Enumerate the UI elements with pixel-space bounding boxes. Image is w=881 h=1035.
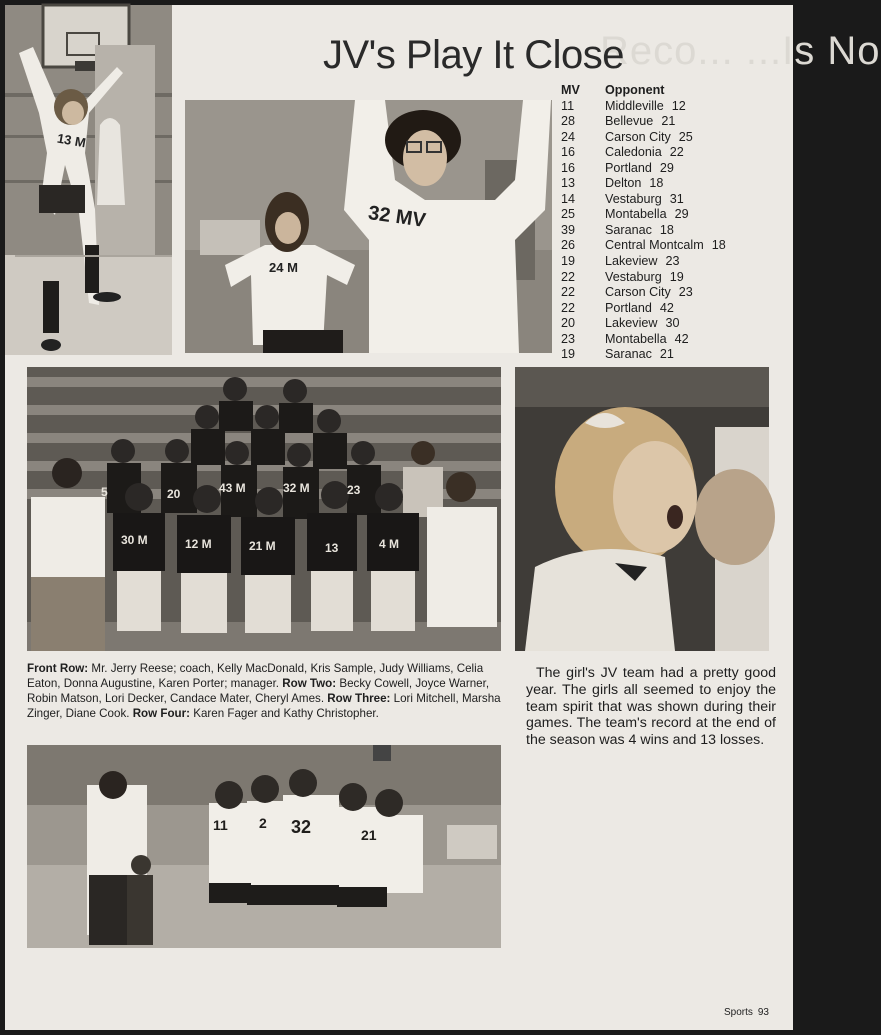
jersey-number-label: 32 MV (366, 202, 428, 232)
yearbook-page (5, 5, 881, 1030)
jersey-number-label: 13 M (55, 130, 87, 151)
opponent-name: Saranac (605, 222, 652, 237)
mv-score: 16 (561, 145, 576, 160)
faded-heading: Reco... ...Is No (600, 29, 881, 73)
opponent-score: 42 (674, 331, 689, 346)
opponent-score: 29 (674, 207, 689, 222)
opponent-name: Carson City (605, 285, 671, 300)
score-row (561, 316, 726, 332)
score-row (561, 207, 726, 223)
jersey-number-label: 12 M (185, 537, 212, 551)
opponent-name: Montabella (605, 207, 667, 222)
jersey-number-label: 5 (101, 485, 108, 499)
mv-score: 25 (561, 207, 576, 222)
mv-score: 26 (561, 238, 576, 253)
score-row (561, 285, 726, 301)
photo-two-players (185, 100, 552, 353)
score-row (561, 192, 726, 208)
opponent-score: 31 (669, 191, 684, 206)
opponent-score: 21 (659, 347, 674, 362)
caption-row-four-label: Row Four: (132, 707, 190, 720)
score-row (561, 130, 726, 146)
mv-score: 19 (561, 347, 576, 362)
scores-rows (561, 99, 726, 363)
jersey-number-label: 23 (347, 483, 361, 497)
mv-score: 22 (561, 300, 576, 315)
opponent-name: Portland (605, 160, 652, 175)
section-label: Sports (723, 1007, 753, 1018)
header-opponent: Opponent (605, 83, 665, 97)
mv-score: 22 (561, 285, 576, 300)
score-row (561, 238, 726, 254)
opponent-name: Portland (605, 300, 652, 315)
score-row (561, 270, 726, 286)
jersey-number-label: 21 (361, 827, 377, 843)
score-row (561, 332, 726, 348)
mv-score: 22 (561, 269, 576, 284)
opponent-name: Lakeview (605, 316, 658, 331)
jersey-number-label: 11 (213, 817, 228, 833)
team-photo-jersey-labels (27, 367, 501, 651)
score-row (561, 99, 726, 115)
mv-score: 24 (561, 129, 576, 144)
caption-front-row-names: Mr. Jerry Reese; coach, Kelly MacDonald, Kris Sample, Judy Williams, Celia Eaton, Donna Augustine, Karen Porter; manager. (27, 662, 484, 690)
score-row (561, 301, 726, 317)
story-paragraph: The girl's JV team had a pretty good year. The girls all seemed to enjoy the team spirit that was shown during their games. The team's record at the end of the season was 4 wins and 13 losses. (526, 665, 776, 749)
opponent-score: 29 (659, 160, 674, 175)
score-row (561, 176, 726, 192)
caption-row-three-names: Lori Mitchell, Marsha Zinger, Diane Cook. (27, 692, 501, 720)
scores-header-row (561, 83, 726, 99)
opponent-name: Saranac (605, 347, 652, 362)
jersey-number-label: 20 (167, 487, 181, 501)
opponent-name: Bellevue (605, 114, 654, 129)
jersey-number-label: 43 M (219, 481, 246, 495)
photo-player-shouting (515, 367, 769, 651)
opponent-score: 23 (678, 285, 693, 300)
scores-table (561, 83, 726, 363)
opponent-score: 18 (711, 238, 726, 253)
opponent-name: Vestaburg (605, 269, 662, 284)
mv-score: 28 (561, 114, 576, 129)
score-row (561, 161, 726, 177)
photo-two-players-image (185, 100, 552, 353)
jersey-number-label: 13 (325, 541, 339, 555)
opponent-name: Carson City (605, 129, 671, 144)
huddle-jersey-labels (27, 745, 501, 948)
opponent-score: 25 (678, 129, 693, 144)
caption-row-three-label: Row Three: (327, 692, 391, 705)
opponent-name: Vestaburg (605, 191, 662, 206)
mv-score: 14 (561, 191, 576, 206)
score-row (561, 347, 726, 363)
opponent-score: 12 (671, 98, 686, 113)
team-photo-caption (27, 661, 503, 721)
opponent-name: Central Montcalm (605, 238, 704, 253)
photo-player-shouting-image (515, 367, 769, 651)
mv-score: 39 (561, 222, 576, 237)
jersey-number-label: 2 (259, 815, 267, 831)
opponent-name: Delton (605, 176, 642, 191)
jersey-number-label: 4 M (379, 537, 400, 551)
opponent-name: Montabella (605, 331, 667, 346)
mv-score: 20 (561, 316, 576, 331)
score-row (561, 223, 726, 239)
mv-score: 23 (561, 331, 576, 346)
jersey-number-label: 24 M (269, 260, 298, 275)
opponent-name: Lakeview (605, 254, 658, 269)
jersey-number-label: 32 (291, 817, 312, 837)
opponent-score: 30 (665, 316, 680, 331)
opponent-score: 21 (661, 114, 676, 129)
caption-row-two-label: Row Two: (282, 677, 337, 690)
opponent-name: Caledonia (605, 145, 662, 160)
opponent-score: 42 (659, 300, 674, 315)
opponent-score: 22 (669, 145, 684, 160)
opponent-score: 18 (649, 176, 664, 191)
header-mv: MV (561, 83, 580, 97)
caption-row-two-names: Becky Cowell, Joyce Warner, Robin Matson, Lori Decker, Candace Mater, Cheryl Ames. (27, 677, 490, 705)
photo-team (27, 367, 501, 651)
mv-score: 16 (561, 160, 576, 175)
page-footer (724, 1007, 769, 1018)
opponent-name: Middleville (605, 98, 664, 113)
opponent-score: 23 (665, 254, 680, 269)
score-row (561, 254, 726, 270)
score-row (561, 145, 726, 161)
jersey-number-label: 21 M (249, 539, 276, 553)
photo-player-jumping (5, 5, 172, 355)
opponent-score: 18 (659, 222, 674, 237)
caption-row-four-names: Karen Fager and Kathy Christopher. (190, 707, 379, 720)
opponent-score: 19 (669, 269, 684, 284)
mv-score: 19 (561, 254, 576, 269)
jersey-number-label: 32 M (283, 481, 310, 495)
score-row (561, 114, 726, 130)
photo-player-jumping-image (5, 5, 172, 355)
page-title: JV's Play It Close (323, 33, 624, 77)
mv-score: 11 (561, 98, 575, 113)
caption-front-row-label: Front Row: (27, 662, 89, 675)
page-number: 93 (757, 1007, 769, 1018)
jersey-number-label: 30 M (121, 533, 148, 547)
mv-score: 13 (561, 176, 576, 191)
photo-huddle (27, 745, 501, 948)
